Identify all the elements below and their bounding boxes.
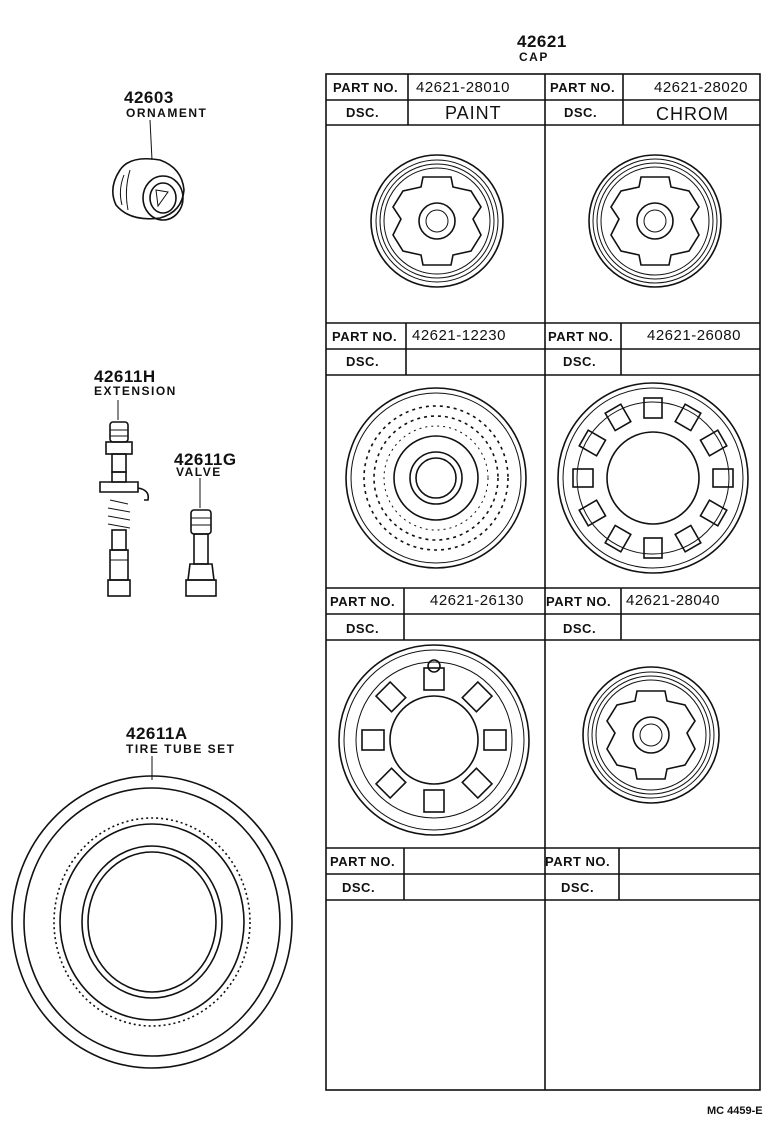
hubcap-slotted-icon [589, 155, 721, 287]
dsc-value: CHROM [656, 104, 729, 124]
dsc-label: DSC. [342, 880, 376, 895]
tire-tube-part-name: TIRE TUBE SET [126, 742, 236, 756]
part-no-label: PART NO. [546, 594, 612, 609]
hubcap-slotted-icon [583, 667, 719, 803]
hubcap-window-icon [339, 645, 529, 835]
part-no-value: 42621-26080 [647, 327, 741, 344]
part-no-label: PART NO. [333, 80, 399, 95]
extension-icon [100, 400, 148, 596]
part-no-value: 42621-12230 [412, 327, 506, 344]
extension-part-name: EXTENSION [94, 384, 177, 398]
dsc-label: DSC. [346, 354, 380, 369]
cap-part-name: CAP [519, 50, 549, 64]
part-no-value: 42621-26130 [430, 592, 524, 609]
part-no-value: 42621-28010 [416, 79, 510, 96]
tire-tube-icon [12, 756, 292, 1068]
diagram-code: MC 4459-E [707, 1105, 763, 1117]
hubcap-window-icon [558, 383, 748, 573]
part-no-value: 42621-28020 [654, 79, 748, 96]
part-no-value: 42621-28040 [626, 592, 720, 609]
dsc-label: DSC. [563, 354, 597, 369]
valve-part-number: 42611G [174, 450, 237, 469]
part-no-label: PART NO. [548, 329, 614, 344]
hubcap-slotted-icon [371, 155, 503, 287]
valve-icon [186, 478, 216, 596]
part-no-label: PART NO. [550, 80, 616, 95]
part-no-label: PART NO. [330, 594, 396, 609]
part-no-label: PART NO. [330, 854, 396, 869]
tire-tube-part-number: 42611A [126, 724, 188, 743]
part-no-label: PART NO. [332, 329, 398, 344]
dsc-label: DSC. [563, 621, 597, 636]
dsc-value: PAINT [445, 103, 502, 123]
hubcap-dotted-ring-icon [346, 388, 526, 568]
dsc-label: DSC. [561, 880, 595, 895]
ornament-icon [113, 120, 184, 220]
dsc-label: DSC. [346, 105, 380, 120]
dsc-label: DSC. [564, 105, 598, 120]
ornament-part-number: 42603 [124, 88, 174, 107]
valve-part-name: VALVE [176, 465, 222, 479]
cap-part-number: 42621 [517, 32, 567, 51]
dsc-label: DSC. [346, 621, 380, 636]
part-no-label: PART NO. [545, 854, 611, 869]
extension-part-number: 42611H [94, 367, 156, 386]
ornament-part-name: ORNAMENT [126, 106, 208, 120]
